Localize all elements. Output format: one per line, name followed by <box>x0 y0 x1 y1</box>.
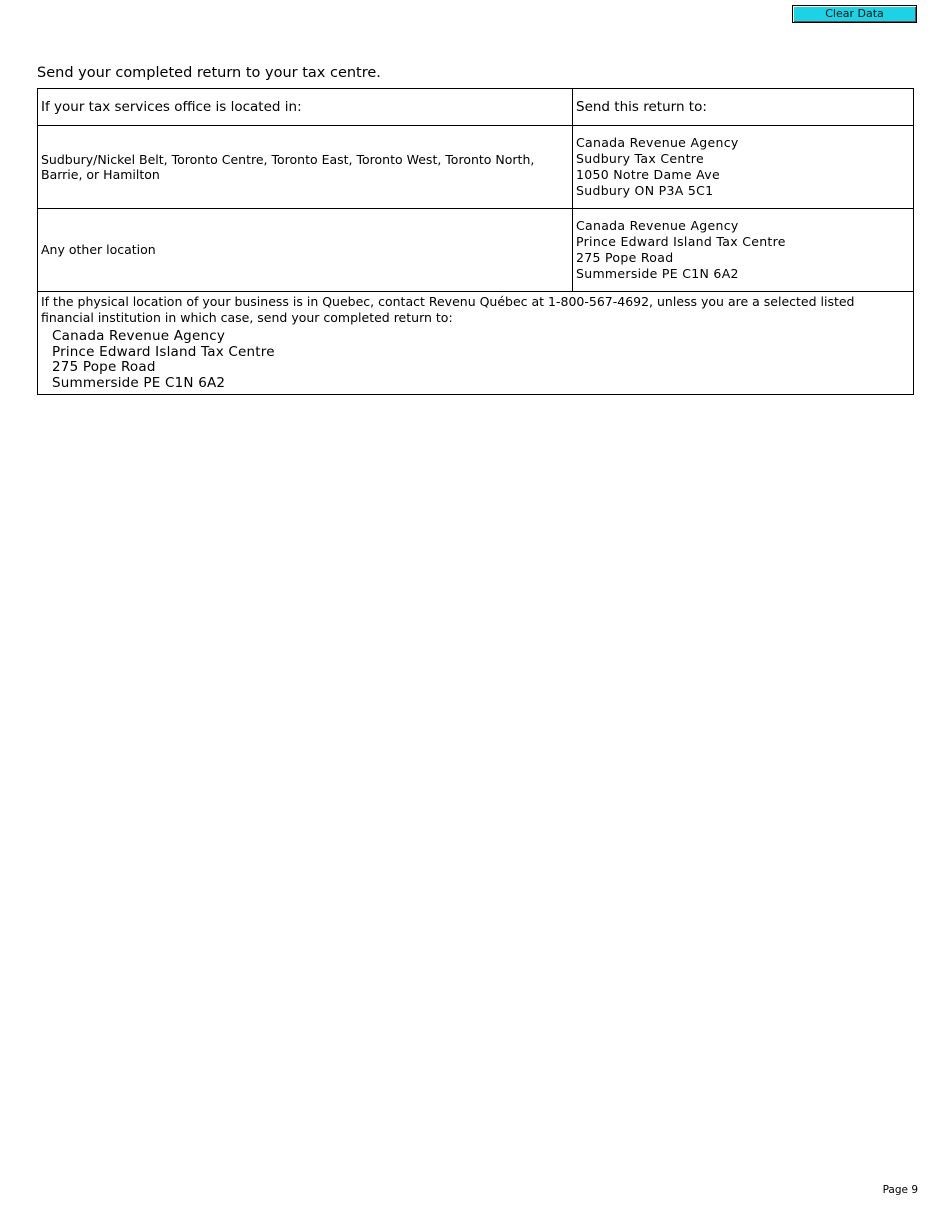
page-number: Page 9 <box>882 1184 918 1196</box>
location-text: Sudbury/Nickel Belt, Toronto Centre, Toronto East, Toronto West, Toronto North, Barrie, or Hamilton <box>41 151 535 182</box>
address-line: 275 Pope Road <box>576 250 674 265</box>
address-line: Prince Edward Island Tax Centre <box>52 343 275 360</box>
address-line: Canada Revenue Agency <box>576 218 739 234</box>
location-text: Any other location <box>41 242 156 258</box>
address-line: Canada Revenue Agency <box>576 135 739 151</box>
address-cell <box>573 126 914 209</box>
quebec-note: If the physical location of your business is in Quebec, contact Revenu Québec at 1-800-567-4692, unless you are a selected listed financial institution in which case, send your completed return to: <box>41 294 855 325</box>
quebec-address <box>41 329 910 391</box>
address-line: Sudbury ON P3A 5C1 <box>576 182 714 198</box>
location-cell <box>38 209 573 292</box>
tax-centre-table <box>37 88 914 395</box>
table-row <box>38 126 914 209</box>
address-line: 1050 Notre Dame Ave <box>576 167 720 182</box>
address-line: Summerside PE C1N 6A2 <box>52 374 226 391</box>
header-send-to: Send this return to: <box>573 89 914 126</box>
location-cell <box>38 126 573 209</box>
quebec-cell <box>38 292 914 395</box>
address-line: Canada Revenue Agency <box>52 328 226 344</box>
address-line: Sudbury Tax Centre <box>576 151 704 167</box>
quebec-row <box>38 292 914 395</box>
table-header-row <box>38 89 914 126</box>
address-line: 275 Pope Road <box>52 359 156 375</box>
address-cell <box>573 209 914 292</box>
header-location: If your tax services office is located in: <box>38 89 573 126</box>
address-line: Prince Edward Island Tax Centre <box>576 234 786 250</box>
address-line: Summerside PE C1N 6A2 <box>576 265 739 281</box>
table-row <box>38 209 914 292</box>
clear-data-button[interactable]: Clear Data <box>792 5 917 23</box>
page-heading: Send your completed return to your tax centre. <box>37 65 381 81</box>
